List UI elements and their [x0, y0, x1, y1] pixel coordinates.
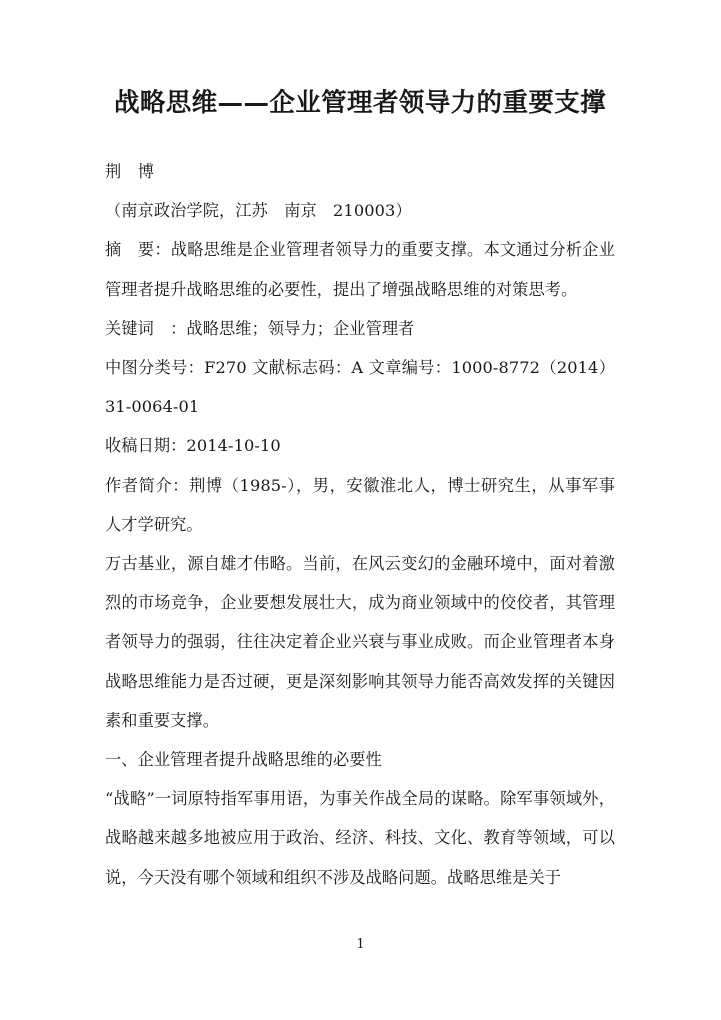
classification-number: 中图分类号：F270 文献标志码：A 文章编号：1000-8772（2014）31-0064-01: [105, 358, 615, 417]
document-body: [105, 544, 615, 897]
body-paragraph: 万古基业，源自雄才伟略。当前，在风云变幻的金融环境中，面对着激烈的市场竞争，企业要想发展壮大，成为商业领域中的佼佼者，其管理者领导力的强弱，往往决定着企业兴衰与事业成败。而企业管理者本身战略思维能力是否过硬，更是深刻影响其领导力能否高效发挥的关键因素和重要支撑。: [105, 554, 615, 730]
document-content: [105, 0, 615, 897]
abstract-text: 摘 要：战略思维是企业管理者领导力的重要支撑。本文通过分析企业管理者提升战略思维的必要性，提出了增强战略思维的对策思考。: [105, 240, 615, 299]
author-affiliation: （南京政治学院，江苏 南京 210003）: [105, 201, 412, 221]
section-heading: 一、企业管理者提升战略思维的必要性: [105, 750, 382, 770]
article-metadata: [105, 152, 615, 544]
keywords-text: 关键词 ：战略思维；领导力；企业管理者: [105, 318, 415, 338]
author-name: 荆 博: [105, 162, 155, 181]
received-date: 收稿日期：2014-10-10: [105, 436, 281, 456]
author-biography: 作者简介：荆博（1985-），男，安徽淮北人，博士研究生，从事军事人才学研究。: [105, 475, 615, 534]
body-paragraph: “战略”一词原特指军事用语，为事关作战全局的谋略。除军事领域外，战略越来越多地被应用于政治、经济、科技、文化、教育等领域，可以说，今天没有哪个领域和组织不涉及战略问题。战略思维是关于: [105, 789, 615, 887]
page-title: 战略思维——企业管理者领导力的重要支撑: [113, 88, 607, 118]
page-number: 1: [356, 937, 365, 952]
